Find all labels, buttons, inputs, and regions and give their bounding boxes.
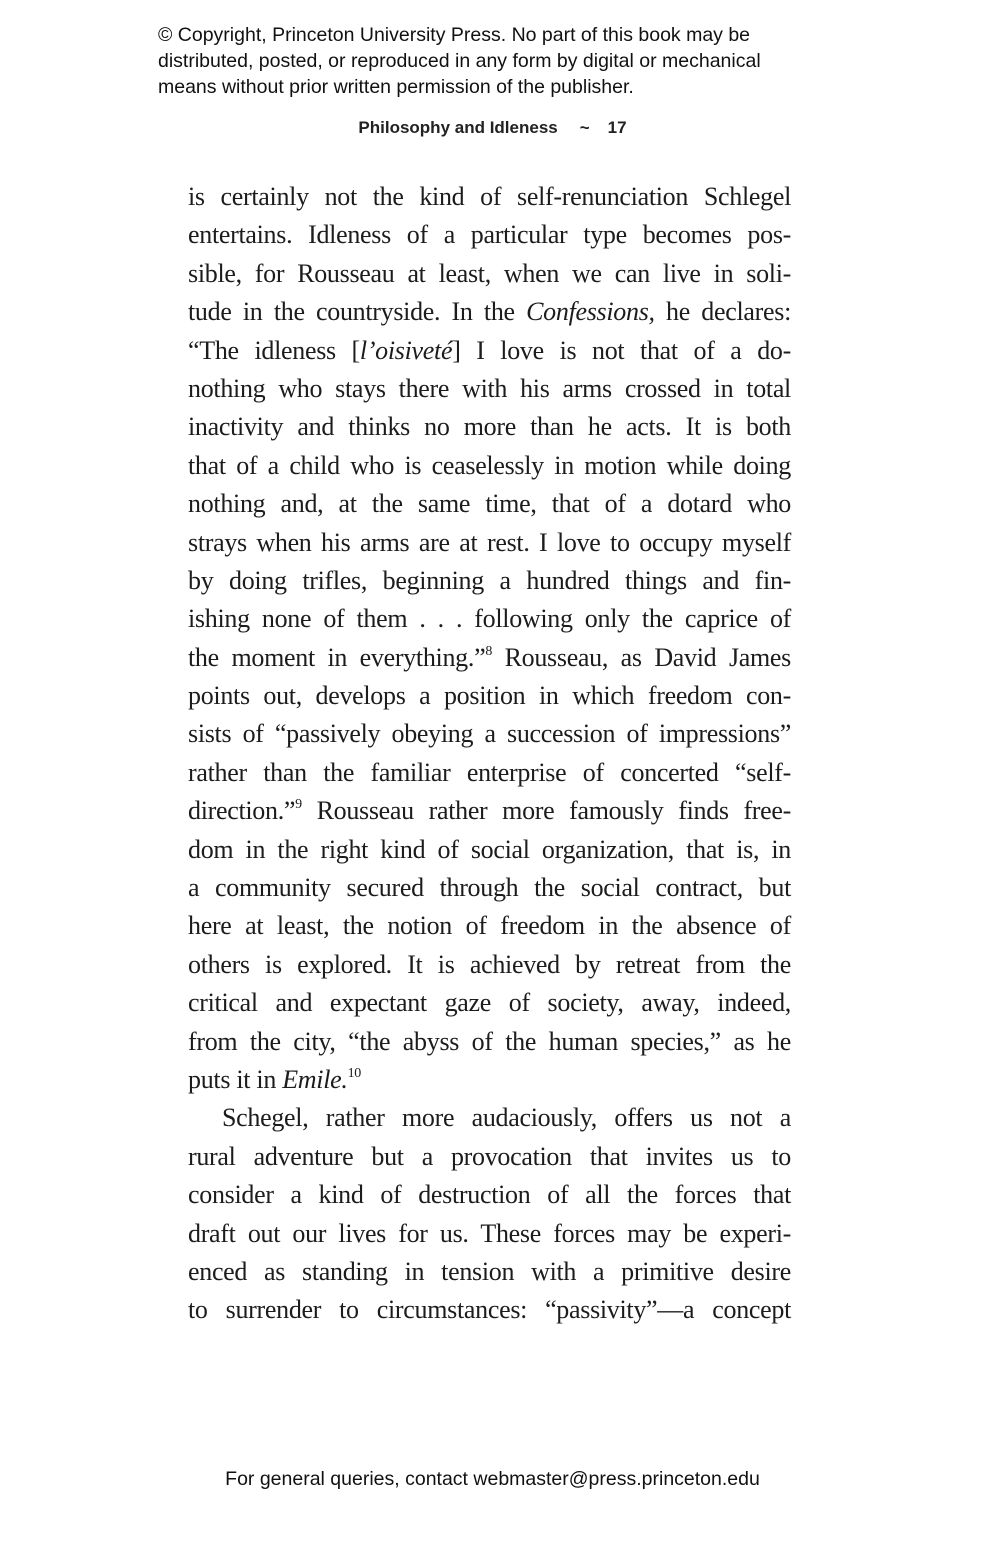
- paragraph-2: [188, 1099, 791, 1329]
- text-segment: puts it in: [188, 1064, 283, 1094]
- text-line: is certainly not the kind of self-renunciation Schlegel: [188, 182, 791, 211]
- text-line: critical and expectant gaze of society, away, indeed,: [188, 988, 791, 1018]
- text-line: enced as standing in tension with a primitive desire: [188, 1256, 791, 1286]
- text-line: Schegel, rather more audaciously, offers us not a: [222, 1103, 791, 1133]
- text-line: a community secured through the social contract, but: [188, 873, 791, 903]
- text-line: inactivity and thinks no more than he acts. It is both: [188, 412, 791, 442]
- text-line: [188, 639, 791, 677]
- text-line: [188, 792, 791, 830]
- text-line: that of a child who is ceaselessly in motion while doing: [188, 450, 791, 480]
- text-line: strays when his arms are at rest. I love to occupy myself: [188, 527, 791, 557]
- copyright-line: © Copyright, Princeton University Press. No part of this book may be: [158, 24, 751, 46]
- body-text: [188, 178, 791, 1330]
- footnote-marker: 9: [295, 797, 302, 813]
- french-term: l’oisiveté: [359, 335, 453, 365]
- text-line: consider a kind of destruction of all the forces that: [188, 1180, 791, 1210]
- book-title-emile: Emile.: [282, 1064, 348, 1094]
- running-head-separator: ~: [579, 118, 590, 137]
- text-line: to surrender to circumstances: “passivity”—a concept: [188, 1295, 791, 1325]
- text-segment: tude in the countryside. In the: [188, 297, 527, 327]
- text-line: rather than the familiar enterprise of concerted “self-: [188, 757, 791, 787]
- running-head-title: Philosophy and Idleness: [358, 118, 558, 137]
- copyright-line: means without prior written permission of the publisher.: [158, 76, 634, 98]
- text-line: sible, for Rousseau at least, when we can live in soli-: [188, 258, 791, 288]
- copyright-line: distributed, posted, or reproduced in any form by digital or mechanical: [158, 50, 761, 72]
- text-segment: the moment in everything.”: [188, 642, 486, 672]
- text-line: points out, develops a position in which freedom con-: [188, 681, 791, 711]
- text-line: [188, 293, 791, 331]
- footnote-marker: 10: [347, 1065, 361, 1081]
- text-line: draft out our lives for us. These forces may be experi-: [188, 1218, 791, 1248]
- text-line: [188, 1061, 791, 1099]
- text-segment: Rousseau rather more famously finds free-: [301, 796, 791, 826]
- text-line: from the city, “the abyss of the human species,” as he: [188, 1026, 791, 1056]
- text-line: rural adventure but a provocation that invites us to: [188, 1141, 791, 1171]
- text-line: sists of “passively obeying a succession of impressions”: [188, 719, 791, 749]
- text-segment: Rousseau, as David James: [492, 642, 791, 672]
- text-line: nothing and, at the same time, that of a dotard who: [188, 489, 791, 519]
- text-line: entertains. Idleness of a particular type becomes pos-: [188, 220, 791, 250]
- text-line: here at least, the notion of freedom in the absence of: [188, 911, 791, 941]
- text-line: dom in the right kind of social organization, that is, in: [188, 834, 791, 864]
- text-line: by doing trifles, beginning a hundred things and fin-: [188, 565, 791, 595]
- book-title-confessions: Confessions,: [526, 297, 655, 327]
- text-line: nothing who stays there with his arms crossed in total: [188, 373, 791, 403]
- paragraph-1: [188, 178, 791, 1099]
- page-number: 17: [607, 118, 627, 137]
- footer-contact: For general queries, contact webmaster@press.princeton.edu: [225, 1468, 760, 1490]
- text-line: [188, 332, 791, 370]
- copyright-notice: [158, 22, 858, 100]
- text-segment: he declares:: [654, 297, 791, 327]
- text-segment: direction.”: [188, 796, 296, 826]
- text-segment: ] I love is not that of a do-: [452, 335, 791, 365]
- text-segment: “The idleness [: [188, 335, 360, 365]
- text-line: ishing none of them . . . following only the caprice of: [188, 604, 791, 634]
- text-line: others is explored. It is achieved by retreat from the: [188, 949, 791, 979]
- running-head: [0, 118, 985, 138]
- footnote-marker: 8: [485, 643, 493, 659]
